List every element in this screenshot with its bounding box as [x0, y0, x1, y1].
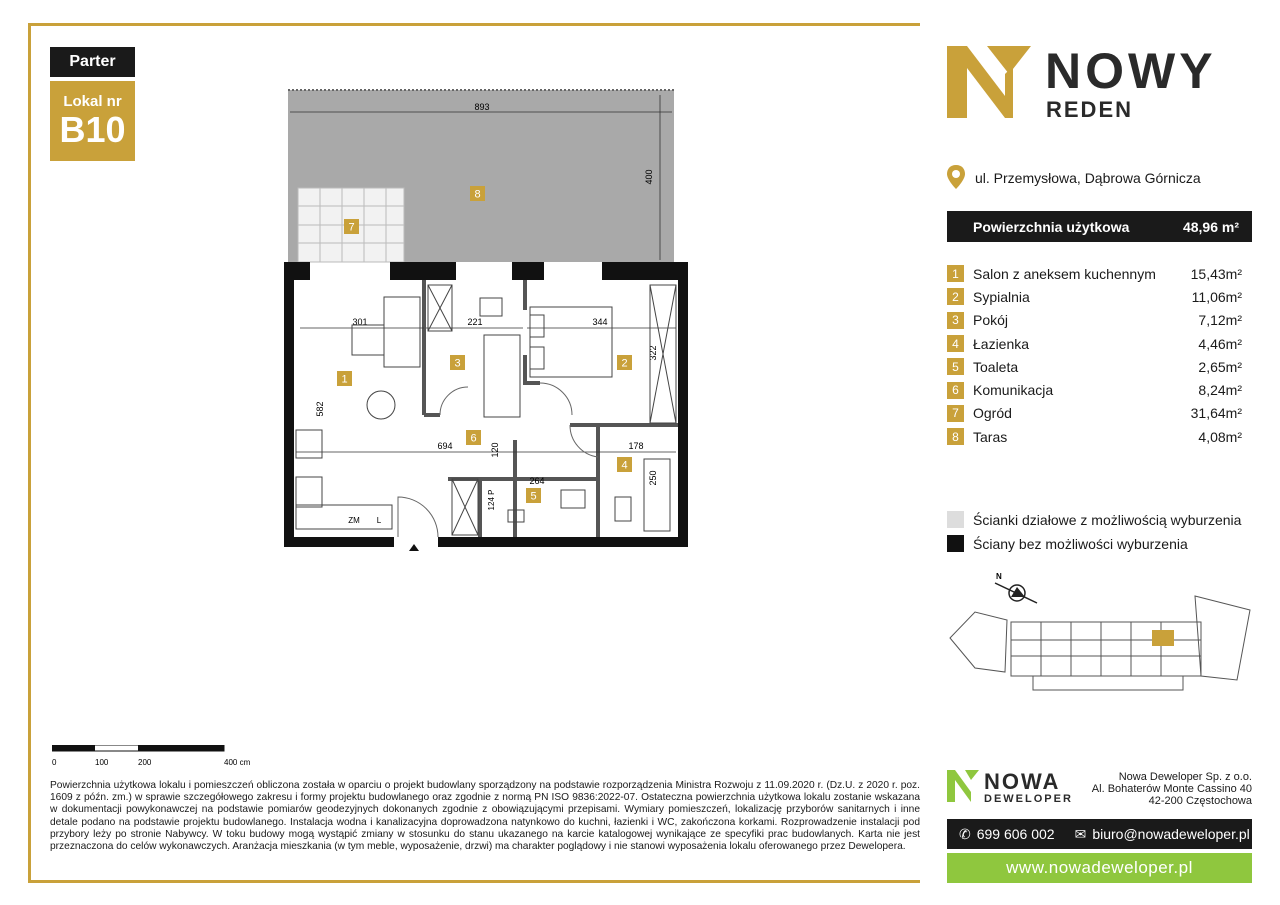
scale-bar — [52, 745, 272, 769]
usable-area-bar — [947, 211, 1252, 242]
dim-694: 694 — [437, 441, 453, 451]
room-label-8: 8 — [474, 188, 481, 201]
compass-icon — [995, 583, 1037, 603]
list-item: 8 Taras 4,08m² — [947, 425, 1242, 448]
floor-plan — [280, 85, 700, 560]
bottom-border-line — [28, 880, 920, 883]
phone-icon: ✆ — [959, 825, 971, 842]
rooms-list — [947, 262, 1242, 448]
nowy-reden-logo-icon — [947, 46, 1031, 118]
legend-fixed: Ściany bez możliwości wyburzenia — [947, 535, 1188, 552]
company-address: Nowa Deweloper Sp. z o.o. Al. Bohaterów Monte Cassino 40 42-200 Częstochowa — [1091, 771, 1252, 807]
svg-text:3: 3 — [454, 357, 461, 370]
swatch-light — [947, 511, 964, 528]
compass-label: N — [996, 572, 1002, 581]
address: ul. Przemysłowa, Dąbrowa Górnicza — [975, 170, 1201, 186]
svg-text:1: 1 — [341, 373, 348, 386]
scale-100: 100 — [95, 758, 109, 767]
furniture — [296, 297, 670, 531]
nowa-deweloper-logo-icon — [947, 770, 979, 802]
dim-250: 250 — [648, 470, 658, 486]
dim-301: 301 — [352, 317, 368, 327]
list-item: 4 Łazienka 4,46m² — [947, 332, 1242, 355]
swatch-dark — [947, 535, 964, 552]
scale-400: 400 cm — [224, 758, 251, 767]
list-item: 6 Komunikacja 8,24m² — [947, 378, 1242, 401]
dim-322: 322 — [648, 345, 658, 361]
unit-label: Lokal nr — [63, 92, 122, 110]
fixture-zm: ZM — [348, 516, 360, 525]
brand-sub: REDEN — [1046, 97, 1134, 122]
scale-200: 200 — [138, 758, 152, 767]
scale-0: 0 — [52, 758, 57, 767]
list-item: 2 Sypialnia 11,06m² — [947, 285, 1242, 308]
list-item: 3 Pokój 7,12m² — [947, 309, 1242, 332]
usable-area-value: 48,96 m² — [1182, 218, 1239, 235]
building-outline — [950, 596, 1250, 690]
left-border-line — [28, 23, 31, 883]
developer-logo-text: NOWA — [984, 769, 1061, 794]
floor-label: Parter — [69, 53, 116, 70]
svg-text:2: 2 — [621, 357, 628, 370]
disclaimer-text: Powierzchnia użytkowa lokalu i pomieszczeń obliczona została w oparciu o projekt budowlany sporządzony na podstawie rozporządzenia Ministra Rozwoju z 11.09.2020 r. (Dz.U. z 2020 r. poz. 1609 z późn. zm.) w sprawie szczegółowego zakresu i formy projektu budowlanego oraz zgodnie z normą PN ISO 9836:2022-07. Ostateczna powierzchnia użytkowa lokalu zostanie wskazana w dokumentacji powykonawczej na podstawie pomiarów geodezyjnych dokonanych zgodnie z obowiązującymi przepisami. Wymiary pomieszczeń, lokalizację przyborów sanitarnych i inne detale podano na podstawie projektu budowlanego. Instalacja wodna i kanalizacyjna doprowadzona natynkowo do kuchni, łazienki i WC, zakończona korkami. Rozprowadzenie instalacji pod przybory leży po stronie Nabywcy. W toku budowy mogą wystąpić zmiany w stosunku do stanu ukazanego na karcie katalogowej wynikające ze specyfiki prac budowlanych. Karta nie jest przeznaczona do celów wykonawczych. Aranżacja mieszkania (w tym meble, wyposażenie, drzwi) ma charakter poglądowy i nie stanowi wyposażenia lokalu oferowanego przez Dewelopera. — [50, 780, 920, 853]
unit-location-highlight — [1152, 630, 1174, 646]
dim-120: 120 — [490, 442, 500, 458]
svg-text:5: 5 — [530, 490, 537, 503]
legend-removable: Ścianki działowe z możliwością wyburzenia — [947, 511, 1241, 528]
dim-178: 178 — [628, 441, 644, 451]
svg-text:6: 6 — [470, 432, 477, 445]
dim-garden-width: 893 — [474, 102, 490, 112]
location-pin-icon — [947, 165, 965, 189]
dim-344: 344 — [592, 317, 608, 327]
storage-boxes — [428, 285, 676, 535]
email-link[interactable]: biuro@nowadeweloper.pl — [1092, 826, 1250, 842]
dim-264: 264 — [529, 476, 545, 486]
dim-582: 582 — [315, 401, 325, 417]
website-link[interactable]: www.nowadeweloper.pl — [947, 853, 1252, 883]
brand-name: NOWY — [1045, 43, 1217, 99]
dim-221: 221 — [467, 317, 483, 327]
dim-124: 124 P — [487, 489, 496, 511]
inner-walls — [424, 280, 678, 537]
site-map — [945, 570, 1255, 695]
list-item: 5 Toaleta 2,65m² — [947, 355, 1242, 378]
list-item: 7 Ogród 31,64m² — [947, 402, 1242, 425]
list-item: 1 Salon z aneksem kuchennym 15,43m² — [947, 262, 1242, 285]
contact-bar — [947, 819, 1252, 849]
fixture-l: L — [376, 516, 382, 525]
phone-link[interactable]: 699 606 002 — [976, 826, 1055, 842]
outer-walls — [284, 262, 688, 547]
top-border-line — [28, 23, 920, 26]
svg-text:4: 4 — [621, 459, 628, 472]
floor-badge — [50, 47, 135, 77]
unit-badge — [50, 81, 135, 161]
mail-icon: ✉ — [1074, 825, 1087, 842]
door-swings — [398, 383, 598, 537]
room-label-7: 7 — [348, 221, 355, 234]
entrance-marker — [409, 544, 419, 551]
usable-area-label: Powierzchnia użytkowa — [973, 218, 1130, 235]
unit-number: B10 — [59, 108, 126, 150]
dim-garden-height: 400 — [644, 169, 654, 185]
developer-logo-subtext: DEWELOPER — [984, 793, 1073, 805]
